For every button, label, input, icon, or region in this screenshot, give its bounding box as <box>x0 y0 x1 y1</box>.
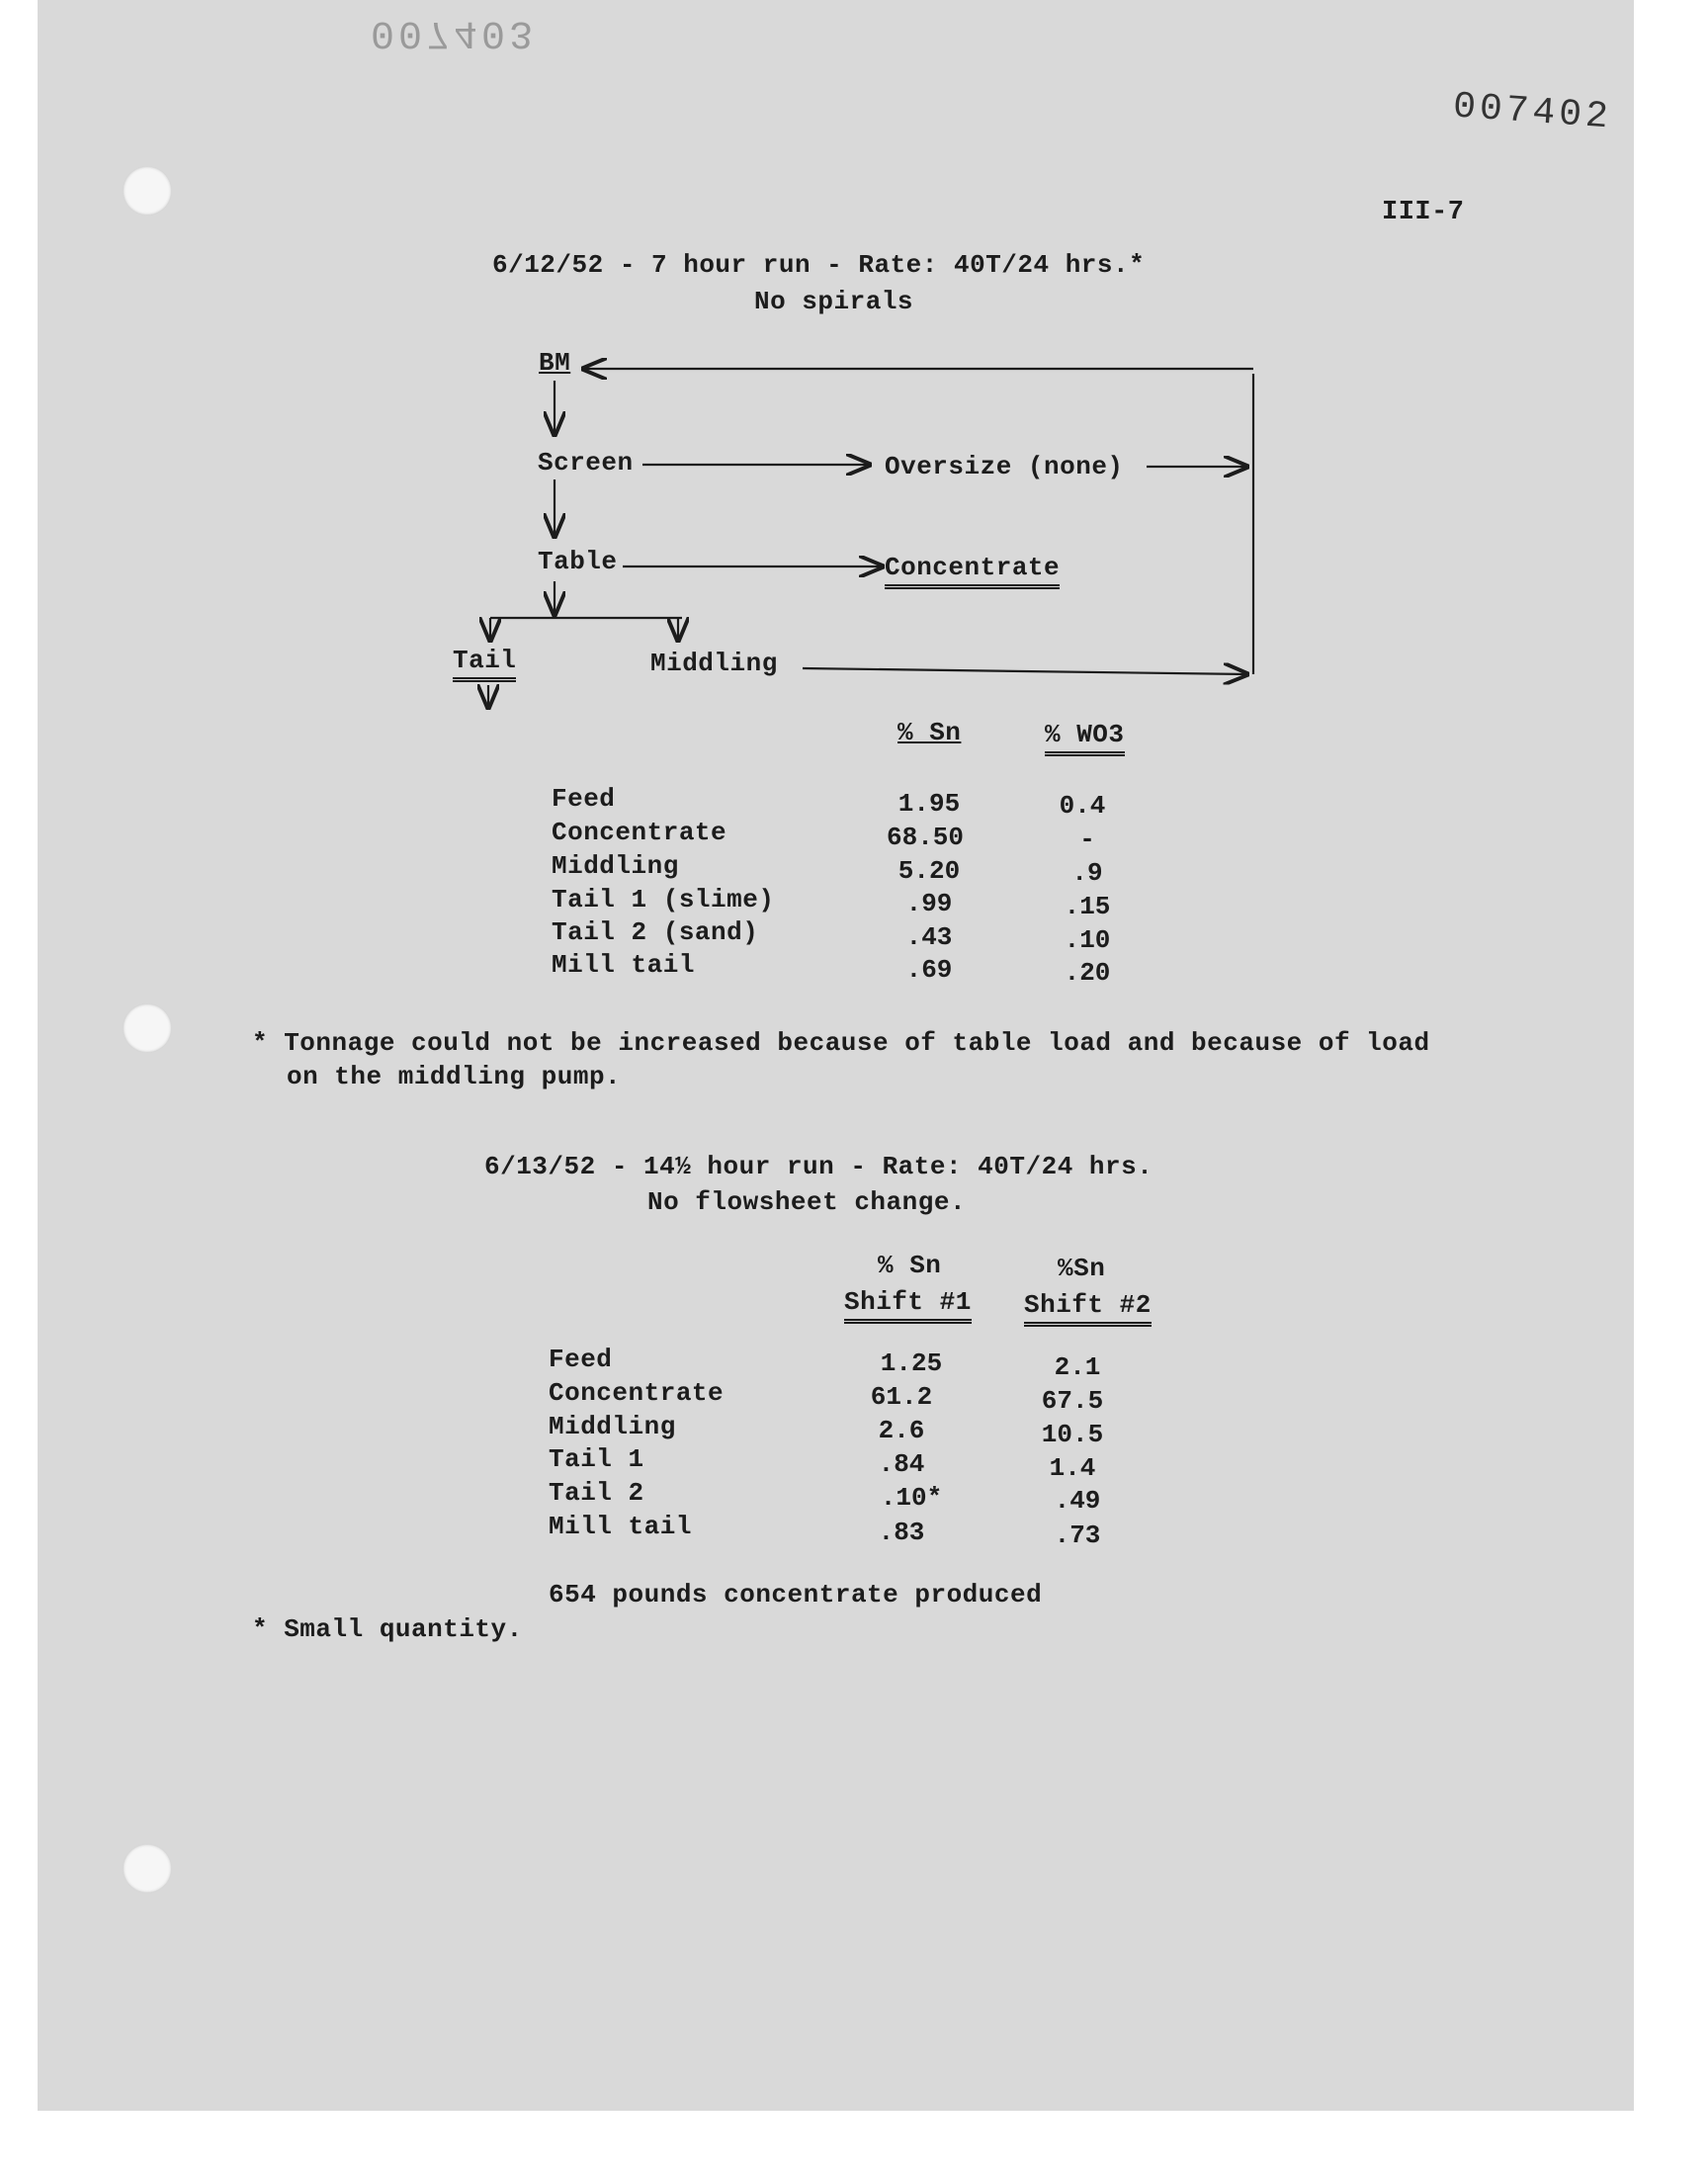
flow-bm: BM <box>539 348 571 378</box>
run1-row-label: Feed <box>552 784 616 814</box>
run2-row-label: Middling <box>549 1412 676 1441</box>
run1-row-label: Mill tail <box>552 950 695 980</box>
run2-header-shift2: Shift #2 <box>1024 1290 1152 1327</box>
run1-row-sn: 1.95 <box>897 789 961 819</box>
flow-oversize: Oversize (none) <box>885 452 1124 481</box>
run1-header-sn: % Sn <box>897 718 962 747</box>
run2-row-shift2: 1.4 <box>1049 1453 1096 1483</box>
run2-row-label: Tail 1 <box>549 1444 644 1474</box>
flow-screen: Screen <box>538 448 634 478</box>
run1-row-wo3: .20 <box>1064 958 1111 988</box>
run1-row-sn: 5.20 <box>897 856 961 886</box>
run1-row-wo3: 0.4 <box>1059 791 1106 821</box>
run2-row-shift2: 10.5 <box>1041 1420 1104 1449</box>
run2-row-shift1: 1.25 <box>880 1348 943 1378</box>
run2-row-shift2: 2.1 <box>1054 1352 1101 1382</box>
run1-row-label: Tail 2 (sand) <box>552 917 759 947</box>
run1-header-wo3: % WO3 <box>1045 720 1125 756</box>
run1-row-label: Middling <box>552 851 679 881</box>
run1-row-wo3: .9 <box>1071 858 1103 888</box>
run1-row-sn: .69 <box>905 955 953 985</box>
run1-row-label: Concentrate <box>552 818 727 847</box>
run1-row-wo3: .15 <box>1064 892 1111 921</box>
arrow-middling-return <box>803 668 1247 674</box>
run1-row-sn: .43 <box>905 922 953 952</box>
run2-row-label: Concentrate <box>549 1378 725 1408</box>
document-number-stamp: 007402 <box>1451 85 1614 139</box>
run1-row-sn: 68.50 <box>886 823 964 852</box>
run2-header-shift1: Shift #1 <box>844 1287 972 1324</box>
run1-row-label: Tail 1 (slime) <box>552 885 775 914</box>
run2-heading: 6/13/52 - 14½ hour run - Rate: 40T/24 hrs. <box>484 1152 1153 1181</box>
run2-footnote: * Small quantity. <box>252 1614 523 1644</box>
run2-produced: 654 pounds concentrate produced <box>549 1580 1043 1610</box>
run2-row-shift2: 67.5 <box>1041 1386 1104 1416</box>
run1-footnote-line1: * Tonnage could not be increased because of table load and because of load <box>252 1028 1430 1058</box>
flow-tail: Tail <box>453 646 516 682</box>
flow-middling: Middling <box>650 649 778 678</box>
flow-concentrate: Concentrate <box>885 553 1060 589</box>
run2-header-shift1-top: % Sn <box>878 1251 942 1280</box>
run2-row-shift1: 61.2 <box>870 1382 933 1412</box>
run2-subheading: No flowsheet change. <box>647 1187 967 1217</box>
run2-header-shift2-top: %Sn <box>1058 1254 1106 1283</box>
run1-footnote-line2: on the middling pump. <box>287 1062 622 1091</box>
run2-row-label: Mill tail <box>549 1512 692 1541</box>
run2-row-shift1: .83 <box>878 1518 925 1547</box>
page-reference: III-7 <box>1382 198 1465 227</box>
run2-row-shift1: .84 <box>878 1449 925 1479</box>
run2-row-shift2: .73 <box>1054 1521 1101 1550</box>
run2-row-shift1: 2.6 <box>878 1416 925 1445</box>
run2-row-shift2: .49 <box>1054 1486 1101 1516</box>
run2-row-label: Feed <box>549 1345 613 1374</box>
flow-table: Table <box>538 547 618 576</box>
run1-row-wo3: - <box>1079 825 1095 854</box>
run2-row-label: Tail 2 <box>549 1478 644 1508</box>
run1-row-wo3: .10 <box>1064 925 1111 955</box>
run2-row-shift1: .10* <box>880 1483 943 1513</box>
run1-row-sn: .99 <box>905 889 953 918</box>
run1-heading: 6/12/52 - 7 hour run - Rate: 40T/24 hrs.* <box>492 250 1146 280</box>
bleed-through-stamp: 007403 <box>371 10 538 54</box>
run1-subheading: No spirals <box>754 287 914 316</box>
